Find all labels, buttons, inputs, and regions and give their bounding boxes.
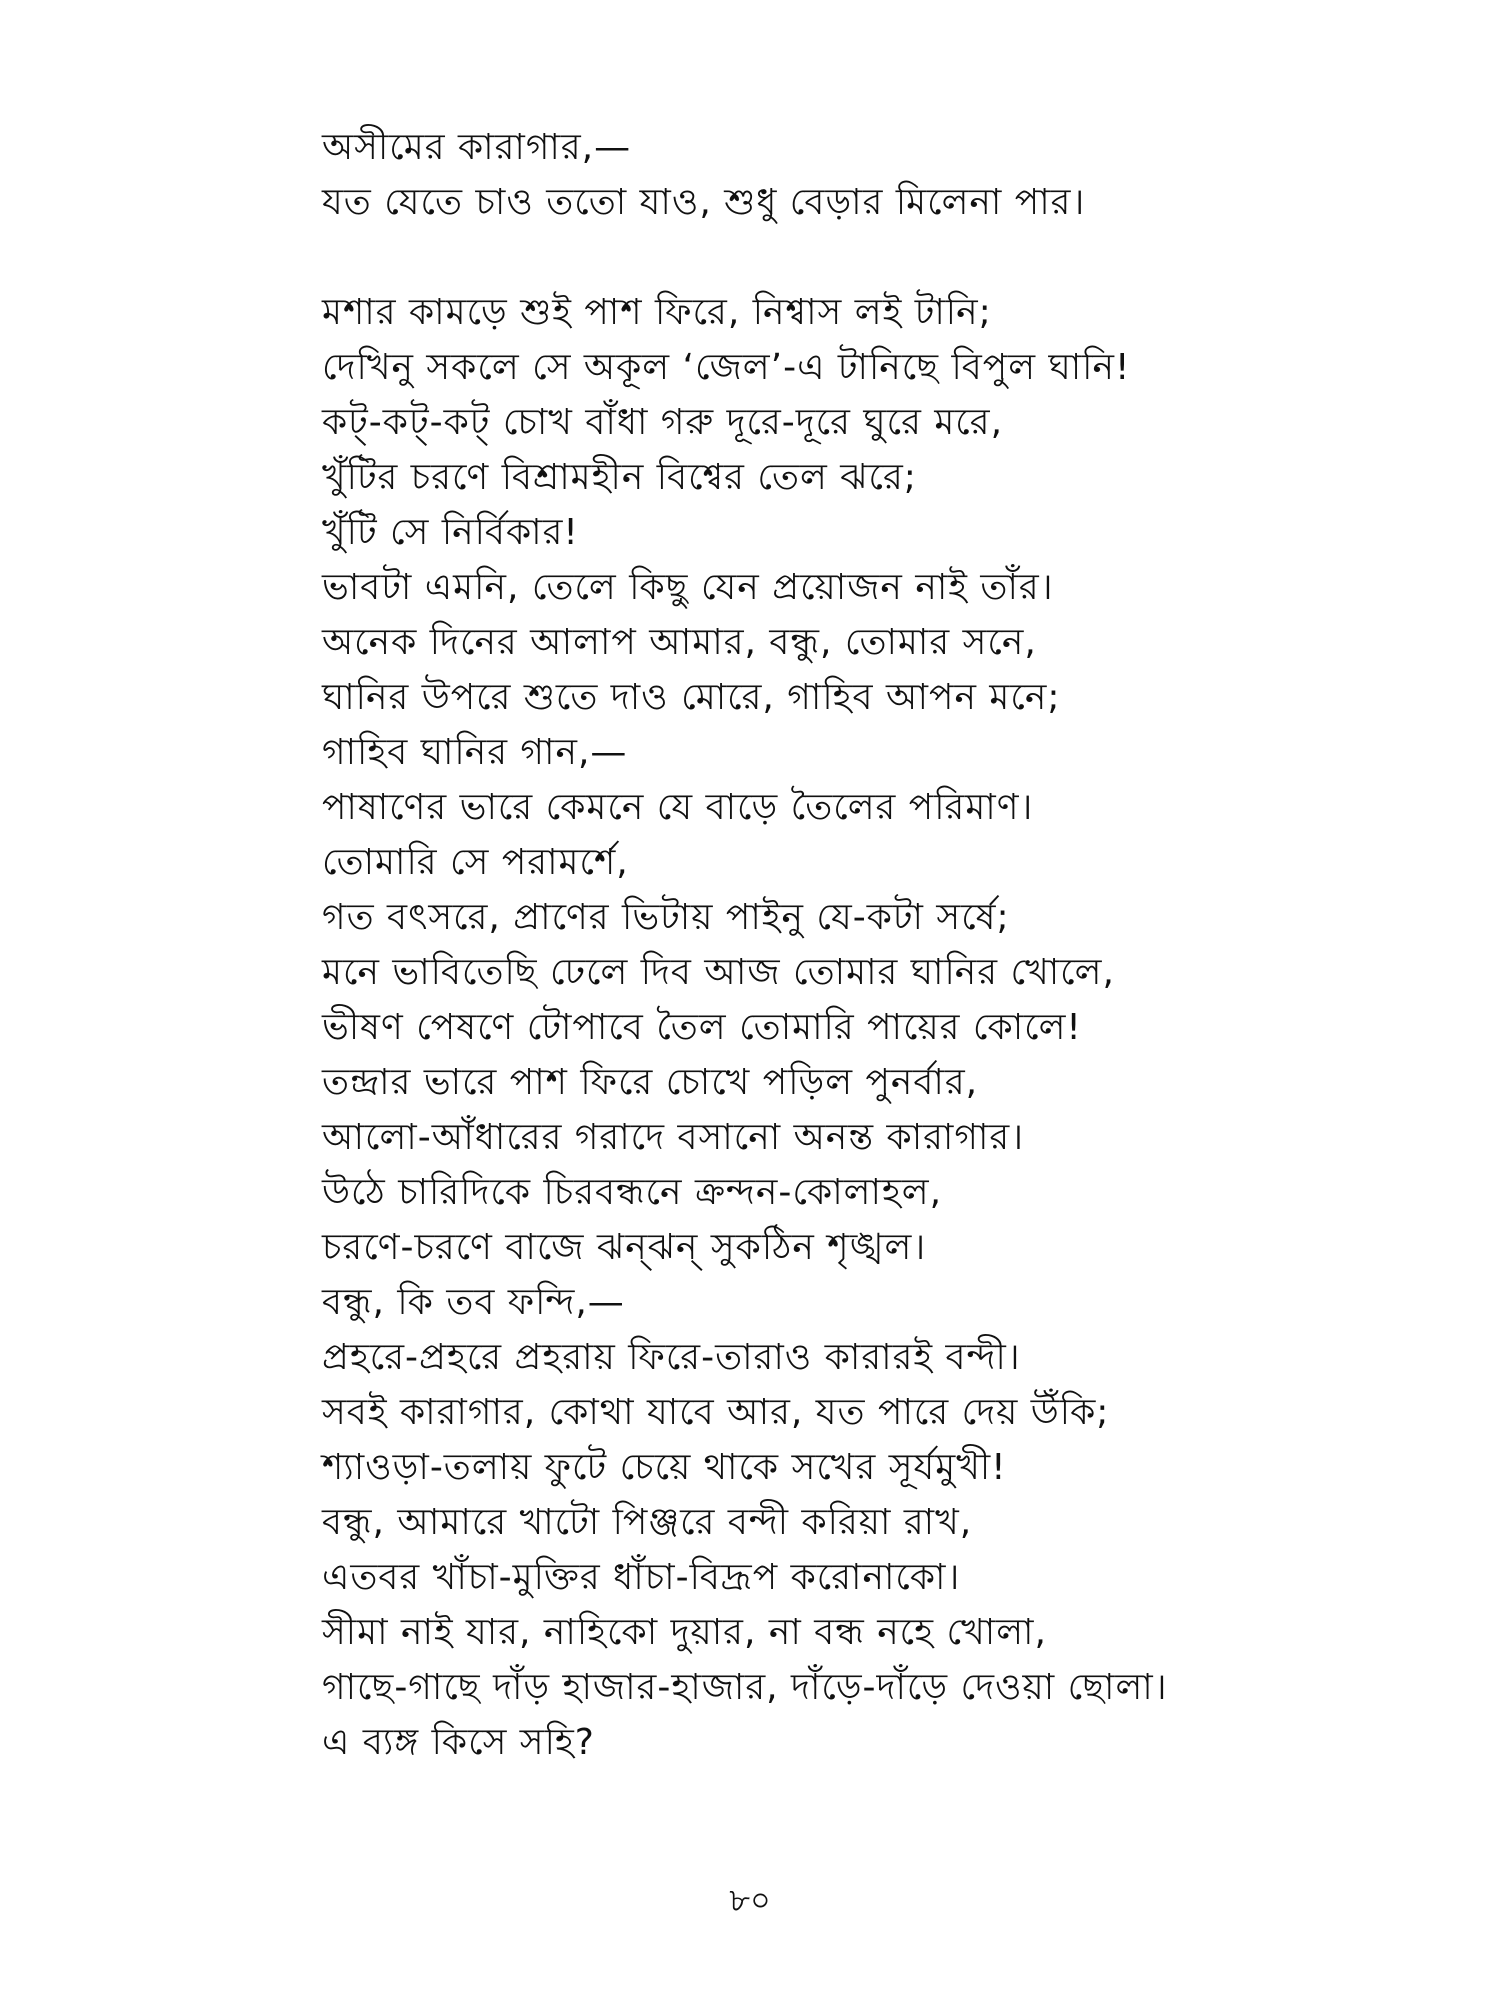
poem-line: চরণে-চরণে বাজে ঝন্ঝন্ সুকঠিন শৃঙ্খল।: [322, 1227, 927, 1268]
poem-line: সবই কারাগার, কোথা যাবে আর, যত পারে দেয় উঁকি;: [322, 1392, 1110, 1433]
poem-line: খুঁটি সে নির্বিকার!: [322, 512, 579, 553]
poem-line: যত যেতে চাও ততো যাও, শুধু বেড়ার মিলেনা পার।: [322, 182, 1086, 223]
poem-line: বন্ধু, কি তব ফন্দি,—: [322, 1282, 625, 1323]
poem-line: এতবর খাঁচা-মুক্তির ধাঁচা-বিদ্রূপ করোনাকো।: [322, 1557, 961, 1598]
poem-line: মনে ভাবিতেছি ঢেলে দিব আজ তোমার ঘানির খোলে,: [322, 952, 1115, 993]
poem-line: প্রহরে-প্রহরে প্রহরায় ফিরে-তারাও কারারই বন্দী।: [322, 1337, 1021, 1378]
stanza-gap: [322, 230, 1442, 285]
poem-line: শ্যাওড়া-তলায় ফুটে চেয়ে থাকে সখের সূর্যমুখী!: [322, 1447, 1007, 1488]
poem-line: উঠে চারিদিকে চিরবন্ধনে ক্রন্দন-কোলাহল,: [322, 1172, 943, 1213]
poem-line: দেখিনু সকলে সে অকূল ‘জেল’-এ টানিছে বিপুল ঘানি!: [322, 347, 1131, 388]
poem-line: মশার কামড়ে শুই পাশ ফিরে, নিশ্বাস লই টানি;: [322, 292, 992, 333]
poem-line: ঘানির উপরে শুতে দাও মোরে, গাহিব আপন মনে;: [322, 677, 1061, 718]
poem-line: ভীষণ পেষণে টোপাবে তৈল তোমারি পায়ের কোলে!: [322, 1007, 1082, 1048]
poem-line: অসীমের কারাগার,—: [322, 127, 632, 168]
poem-line: তোমারি সে পরামর্শে,: [322, 842, 629, 883]
poem-line: কট্-কট্-কট্ চোখ বাঁধা গরু দূরে-দূরে ঘুরে মরে,: [322, 402, 1004, 443]
page-number: ৮০: [729, 1881, 771, 1919]
poem-line: আলো-আঁধারের গরাদে বসানো অনন্ত কারাগার।: [322, 1117, 1025, 1158]
poem-line: এ ব্যঙ্গ কিসে সহি?: [322, 1722, 595, 1763]
poem-text: [322, 120, 1442, 1770]
poem-line: খুঁটির চরণে বিশ্রামহীন বিশ্বের তেল ঝরে;: [322, 457, 917, 498]
poem-line: পাষাণের ভারে কেমনে যে বাড়ে তৈলের পরিমাণ।: [322, 787, 1034, 828]
poem-line: অনেক দিনের আলাপ আমার, বন্ধু, তোমার সনে,: [322, 622, 1037, 663]
poem-line: বন্ধু, আমারে খাটো পিঞ্জরে বন্দী করিয়া রাখ,: [322, 1502, 973, 1543]
poem-line: সীমা নাই যার, নাহিকো দুয়ার, না বন্ধ নহে খোলা,: [322, 1612, 1047, 1653]
poem-line: তন্দ্রার ভারে পাশ ফিরে চোখে পড়িল পুনর্বার,: [322, 1062, 979, 1103]
poem-line: গাছে-গাছে দাঁড় হাজার-হাজার, দাঁড়ে-দাঁড়ে দেওয়া ছোলা।: [322, 1667, 1168, 1708]
poem-line: গাহিব ঘানির গান,—: [322, 732, 628, 773]
poem-line: ভাবটা এমনি, তেলে কিছু যেন প্রয়োজন নাই তাঁর।: [322, 567, 1054, 608]
poem-line: গত বৎসরে, প্রাণের ভিটায় পাইনু যে-কটা সর্ষে;: [322, 897, 1010, 938]
